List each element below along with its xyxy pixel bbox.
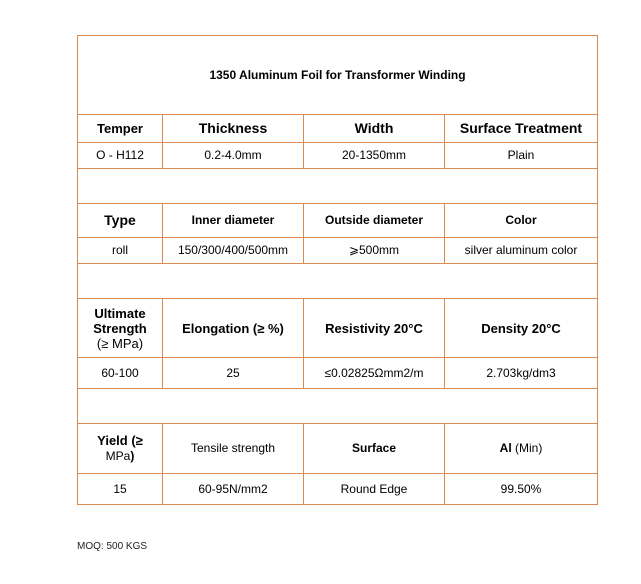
- moq-note: MOQ: 500 KGS: [77, 541, 148, 552]
- header-tensile-strength: Tensile strength: [163, 424, 304, 474]
- table-title: 1350 Aluminum Foil for Transformer Winding: [78, 36, 598, 115]
- header-row-1: [78, 115, 598, 143]
- spacer-row: [78, 264, 598, 299]
- header-width: Width: [304, 115, 445, 143]
- value-al-min: 99.50%: [445, 474, 598, 505]
- header-surface: Surface: [304, 424, 445, 474]
- value-row-1: [78, 143, 598, 169]
- yield-unit-close: ): [130, 449, 135, 463]
- spacer-row: [78, 389, 598, 424]
- value-width: 20-1350mm: [304, 143, 445, 169]
- spec-table: [77, 35, 598, 505]
- header-al-min: [445, 424, 598, 474]
- al-label: Al: [499, 441, 512, 455]
- value-elongation: 25: [163, 358, 304, 389]
- value-surface: Round Edge: [304, 474, 445, 505]
- spec-sheet: [77, 35, 597, 505]
- title-row: [78, 36, 598, 115]
- header-surface-treatment: Surface Treatment: [445, 115, 598, 143]
- header-ultimate-strength: [78, 299, 163, 358]
- value-outside-diameter: ⩾500mm: [304, 238, 445, 264]
- header-density: Density 20°C: [445, 299, 598, 358]
- value-temper: O - H112: [78, 143, 163, 169]
- ultimate-strength-unit: (≥ MPa): [96, 335, 144, 351]
- yield-label: Yield (≥: [97, 433, 143, 448]
- ultimate-strength-label: Ultimate Strength: [93, 305, 147, 336]
- header-resistivity: Resistivity 20°C: [304, 299, 445, 358]
- al-min-label: (Min): [515, 441, 543, 455]
- value-inner-diameter: 150/300/400/500mm: [163, 238, 304, 264]
- header-thickness: Thickness: [163, 115, 304, 143]
- value-resistivity: ≤0.02825Ωmm2/m: [304, 358, 445, 389]
- header-type: Type: [78, 204, 163, 238]
- header-row-3: [78, 299, 598, 358]
- value-row-4: [78, 474, 598, 505]
- value-surface-treatment: Plain: [445, 143, 598, 169]
- value-thickness: 0.2-4.0mm: [163, 143, 304, 169]
- header-row-2: [78, 204, 598, 238]
- value-tensile-strength: 60-95N/mm2: [163, 474, 304, 505]
- spacer-row: [78, 169, 598, 204]
- header-color: Color: [445, 204, 598, 238]
- header-elongation: Elongation (≥ %): [163, 299, 304, 358]
- header-temper: Temper: [78, 115, 163, 143]
- header-yield: [78, 424, 163, 474]
- value-density: 2.703kg/dm3: [445, 358, 598, 389]
- value-color: silver aluminum color: [445, 238, 598, 264]
- header-inner-diameter: Inner diameter: [163, 204, 304, 238]
- value-ultimate-strength: 60-100: [78, 358, 163, 389]
- yield-unit: MPa: [105, 449, 131, 463]
- value-row-3: [78, 358, 598, 389]
- value-row-2: [78, 238, 598, 264]
- header-outside-diameter: Outside diameter: [304, 204, 445, 238]
- value-type: roll: [78, 238, 163, 264]
- header-row-4: [78, 424, 598, 474]
- value-yield: 15: [78, 474, 163, 505]
